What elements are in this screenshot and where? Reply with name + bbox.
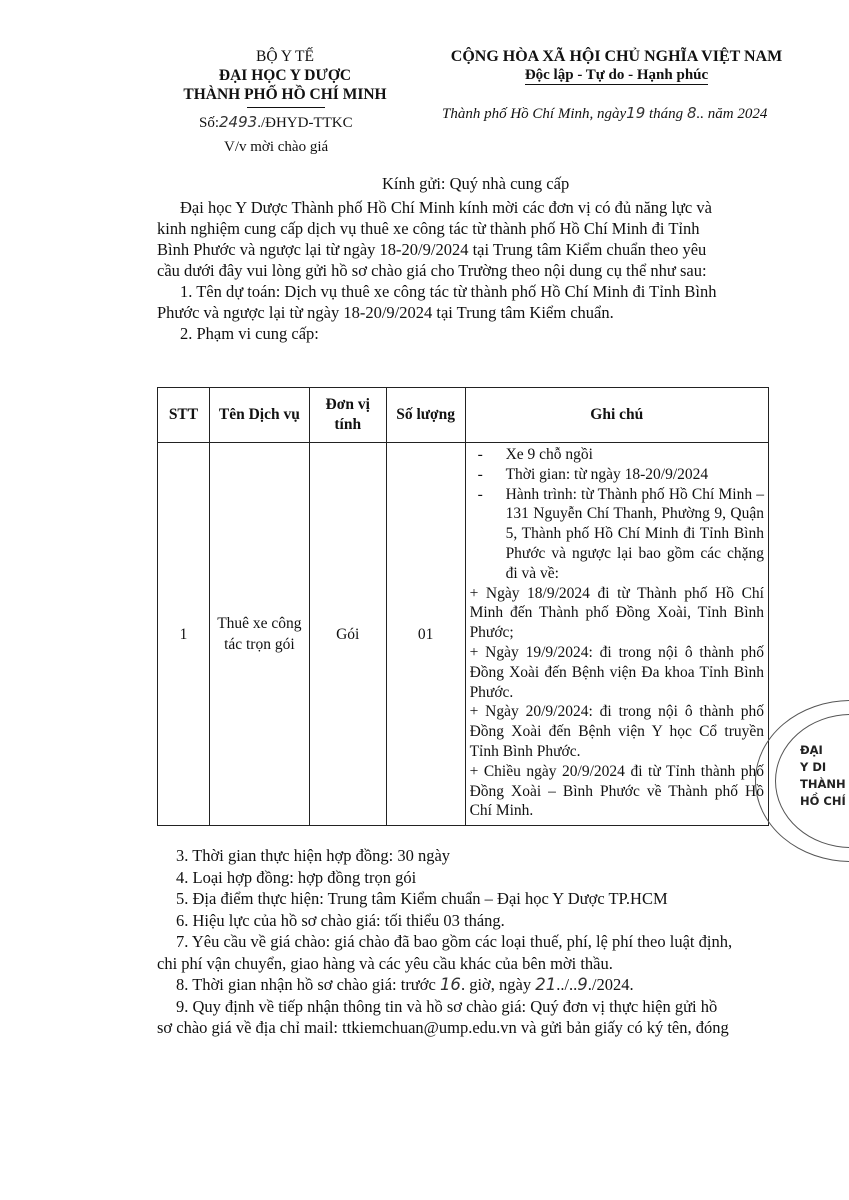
document-date bbox=[442, 104, 767, 123]
item-8 bbox=[157, 974, 770, 996]
header-unit: Đơn vị tính bbox=[309, 388, 386, 443]
cell-notes bbox=[465, 443, 768, 826]
item-1-line: Phước và ngược lại từ ngày 18-20/9/2024 tại Trung tâm Kiểm chuẩn. bbox=[157, 303, 614, 322]
item-3: 3. Thời gian thực hiện hợp đồng: 30 ngày bbox=[176, 846, 451, 865]
intro-line: Đại học Y Dược Thành phố Hồ Chí Minh kính mời các đơn vị có đủ năng lực và bbox=[180, 198, 712, 217]
intro-line: Bình Phước và ngược lại từ ngày 18-20/9/2024 tại Trung tâm Kiểm chuẩn theo yêu bbox=[157, 240, 707, 259]
note-dash-item: - Xe 9 chỗ ngồi bbox=[477, 446, 593, 463]
item-8-day: 21 bbox=[535, 975, 557, 994]
note-plus-item: + Chiều ngày 20/9/2024 đi từ Tỉnh thành phố Đồng Xoài – Bình Phước về Thành phố Hồ Chí Minh. bbox=[469, 762, 764, 820]
note-dash-item: - Thời gian: từ ngày 18-20/9/2024 bbox=[477, 465, 709, 483]
item-2-heading: 2. Phạm vi cung cấp: bbox=[180, 324, 319, 343]
requirements-list bbox=[157, 845, 770, 1039]
national-header bbox=[424, 47, 809, 85]
table-header-row bbox=[158, 388, 769, 443]
cell-stt: 1 bbox=[158, 443, 210, 826]
item-8-text: ./2024. bbox=[587, 975, 634, 994]
item-4: 4. Loại hợp đồng: hợp đồng trọn gói bbox=[176, 867, 417, 887]
intro-line: cầu dưới đây vui lòng gửi hồ sơ chào giá cho Trường theo nội dung cụ thể như sau: bbox=[157, 261, 707, 280]
note-dash-text: Hành trình: từ Thành phố Hồ Chí Minh – 131 Nguyễn Chí Thanh, Phường 9, Quận 5, Thành phố Hồ Chí Minh đi Tỉnh Bình Phước và ngược lại bao gồm các chặng đi và về: bbox=[505, 485, 764, 582]
stamp-line: ĐẠI bbox=[800, 743, 823, 757]
date-month-label: tháng bbox=[645, 106, 687, 122]
item-1-line: 1. Tên dự toán: Dịch vụ thuê xe công tác từ thành phố Hồ Chí Minh đi Tỉnh Bình bbox=[180, 282, 717, 301]
stamp-line: HỒ CHÍ bbox=[800, 794, 846, 808]
item-8-hour: 16 bbox=[439, 975, 461, 994]
note-dash-item: - Hành trình: từ Thành phố Hồ Chí Minh – 131 Nguyễn Chí Thanh, Phường 9, Quận 5, Thành phố Hồ Chí Minh đi Tỉnh Bình Phước và ngược lại bao gồm các chặng đi và về: bbox=[477, 485, 764, 582]
note-plus-item: + Ngày 19/9/2024: đi trong nội ô thành phố Đồng Xoài đến Bệnh viện Đa khoa Tỉnh Bình Phước. bbox=[469, 643, 764, 701]
table-row bbox=[158, 443, 769, 826]
document-number-handwritten: 2493 bbox=[219, 113, 258, 131]
item-8-text: 8. Thời gian nhận hồ sơ chào giá: trước bbox=[176, 975, 440, 994]
issuer-divider bbox=[247, 107, 325, 108]
item-5: 5. Địa điểm thực hiện: Trung tâm Kiểm chuẩn – Đại học Y Dược TP.HCM bbox=[176, 889, 668, 908]
header-notes: Ghi chú bbox=[465, 388, 768, 443]
item-7-line: chi phí vận chuyển, giao hàng và các yêu cầu khác của bên mời thầu. bbox=[157, 953, 613, 973]
cell-service-name: Thuê xe công tác trọn gói bbox=[209, 443, 309, 826]
document-number-suffix: ./ĐHYD-TTKC bbox=[257, 115, 353, 131]
stamp-text bbox=[800, 742, 846, 810]
note-dash-text: Thời gian: từ ngày 18-20/9/2024 bbox=[505, 465, 709, 483]
item-8-text: . giờ, ngày bbox=[460, 975, 536, 994]
national-motto: Độc lập - Tự do - Hạnh phúc bbox=[524, 67, 709, 83]
item-8-month: 9 bbox=[577, 975, 588, 994]
stamp-line: THÀNH bbox=[800, 777, 846, 791]
document-subject: V/v mời chào giá bbox=[224, 139, 329, 155]
note-dash-text: Xe 9 chỗ ngồi bbox=[505, 446, 593, 463]
country-name: CỘNG HÒA XÃ HỘI CHỦ NGHĨA VIỆT NAM bbox=[450, 48, 783, 65]
stamp-line: Y DI bbox=[800, 760, 827, 774]
intro-line: kinh nghiệm cung cấp dịch vụ thuê xe công tác từ thành phố Hồ Chí Minh đi Tỉnh bbox=[157, 219, 700, 238]
date-prefix: Thành phố Hồ Chí Minh, ngày bbox=[442, 106, 627, 122]
date-month: 8 bbox=[686, 104, 697, 122]
document-number bbox=[199, 113, 353, 132]
header-stt: STT bbox=[158, 388, 210, 443]
university-city: THÀNH PHỐ HỒ CHÍ MINH bbox=[183, 86, 387, 103]
intro-paragraph bbox=[157, 197, 770, 344]
item-9-line: sơ chào giá về địa chỉ mail: ttkiemchuan@ump.edu.vn và gửi bản giấy có ký tên, đóng bbox=[157, 1018, 729, 1037]
item-8-text: ../.. bbox=[556, 975, 578, 994]
note-plus-item: + Ngày 20/9/2024: đi trong nội ô thành phố Đồng Xoài đến Bệnh viện Y học Cổ truyền Tỉnh Bình Phước. bbox=[469, 703, 764, 760]
ministry-name: BỘ Y TẾ bbox=[256, 48, 314, 65]
date-year: .. năm 2024 bbox=[696, 106, 768, 122]
service-table bbox=[157, 387, 769, 826]
cell-quantity: 01 bbox=[386, 443, 465, 826]
item-9-line: 9. Quy định về tiếp nhận thông tin và hồ sơ chào giá: Quý đơn vị thực hiện gửi hồ bbox=[176, 996, 718, 1016]
university-name: ĐẠI HỌC Y DƯỢC bbox=[218, 67, 352, 84]
official-stamp bbox=[740, 690, 849, 870]
item-6: 6. Hiệu lực của hồ sơ chào giá: tối thiểu 03 tháng. bbox=[176, 910, 505, 930]
cell-unit: Gói bbox=[309, 443, 386, 826]
header-service-name: Tên Dịch vụ bbox=[209, 388, 309, 443]
date-day: 19 bbox=[626, 104, 646, 122]
item-7-line: 7. Yêu cầu về giá chào: giá chào đã bao gồm các loại thuế, phí, lệ phí theo luật định, bbox=[176, 932, 733, 951]
header-quantity: Số lượng bbox=[386, 388, 465, 443]
note-plus-item: + Ngày 18/9/2024 đi từ Thành phố Hồ Chí Minh đến Thành phố Đồng Xoài, Tỉnh Bình Phước; bbox=[469, 584, 764, 642]
greeting: Kính gửi: Quý nhà cung cấp bbox=[382, 174, 570, 193]
issuer-block bbox=[150, 47, 420, 104]
document-number-prefix: Số: bbox=[199, 115, 220, 131]
